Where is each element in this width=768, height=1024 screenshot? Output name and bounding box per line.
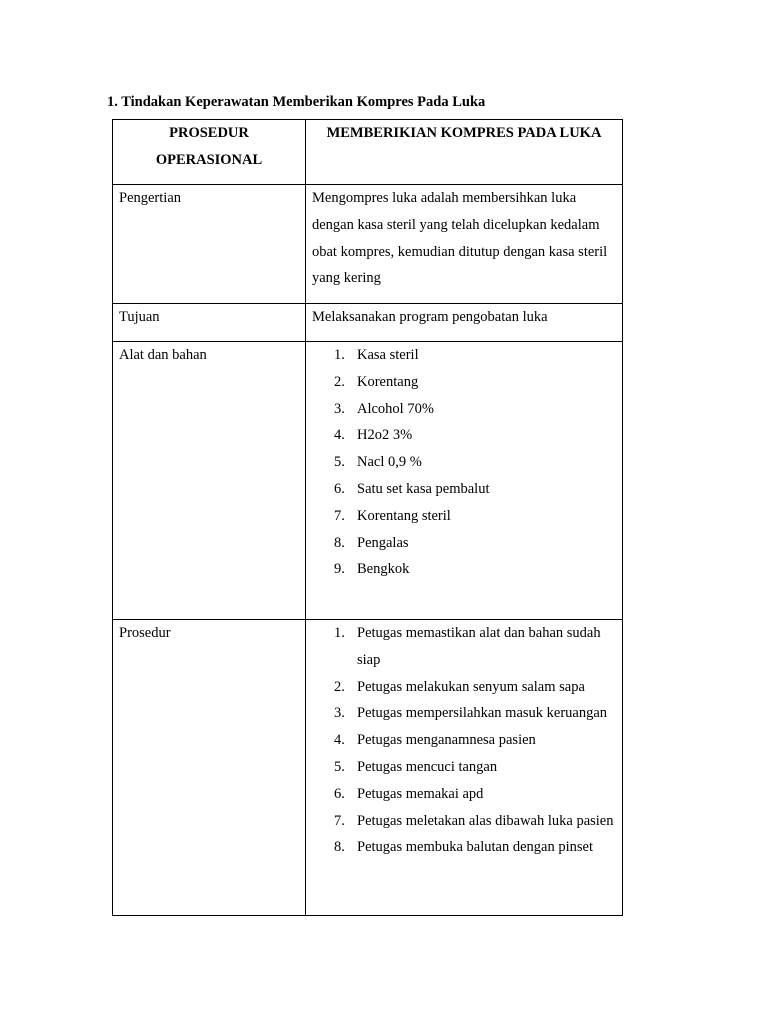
list-item [312, 700, 616, 727]
list-item [312, 396, 616, 423]
header-title: MEMBERIKIAN KOMPRES PADA LUKA [306, 120, 623, 185]
list-item-text: Nacl 0,9 % [357, 454, 422, 471]
row-text-tujuan: Melaksanakan program pengobatan luka [306, 304, 623, 342]
list-item [312, 781, 616, 808]
list-item [312, 422, 616, 449]
row-label-tujuan: Tujuan [113, 304, 306, 342]
list-item [312, 754, 616, 781]
list-item-number: 2. [334, 373, 345, 390]
row-label-alat-dan-bahan: Alat dan bahan [113, 342, 306, 620]
list-item-text: Korentang [357, 373, 419, 390]
row-text-pengertian: Mengompres luka adalah membersihkan luka dengan kasa steril yang telah dicelupkan kedalam obat kompres, kemudian ditutup dengan kasa steril yang kering [306, 185, 623, 304]
list-item-text: Petugas mencuci tangan [357, 758, 498, 775]
list-item-text: Petugas meletakan alas dibawah luka pasien [357, 812, 614, 829]
list-item-text: Petugas menganamnesa pasien [357, 732, 536, 749]
alat-list [312, 342, 616, 583]
list-item-number: 3. [334, 400, 345, 417]
list-item-text: Petugas melakukan senyum salam sapa [357, 678, 585, 695]
list-item-number: 3. [334, 705, 345, 722]
table-row-prosedur [113, 620, 623, 916]
list-item [312, 620, 616, 674]
list-item-text: Petugas memakai apd [357, 785, 484, 802]
row-list-prosedur [306, 620, 623, 916]
list-item-number: 1. [334, 625, 345, 641]
table-row-tujuan [113, 304, 623, 342]
list-item-text: Pengalas [357, 534, 409, 551]
list-item [312, 476, 616, 503]
list-item-number: 2. [334, 678, 345, 695]
list-item [312, 503, 616, 530]
list-item [312, 530, 616, 557]
row-label-pengertian: Pengertian [113, 185, 306, 304]
list-item-number: 4. [334, 732, 345, 749]
list-item-text: Korentang steril [357, 507, 451, 524]
list-item [312, 808, 616, 835]
list-item-number: 7. [334, 812, 345, 829]
list-item [312, 727, 616, 754]
row-label-prosedur: Prosedur [113, 620, 306, 916]
list-item [312, 449, 616, 476]
list-item [312, 674, 616, 701]
list-item-number: 6. [334, 480, 345, 497]
header-prosedur-operasional: PROSEDUR OPERASIONAL [113, 120, 306, 185]
list-item-number: 6. [334, 785, 345, 802]
row-list-alat-dan-bahan [306, 342, 623, 620]
list-item [312, 342, 616, 369]
list-item [312, 369, 616, 396]
list-item-text: Petugas mempersilahkan masuk keruangan [357, 705, 608, 722]
list-item-number: 5. [334, 454, 345, 471]
table-row-pengertian [113, 185, 623, 304]
prosedur-list [312, 620, 616, 861]
list-item-number: 8. [334, 839, 345, 856]
list-item-text: Petugas memastikan alat dan bahan sudah siap [357, 625, 601, 668]
list-item-number: 8. [334, 534, 345, 551]
list-item-number: 5. [334, 758, 345, 775]
list-item-text: Satu set kasa pembalut [357, 480, 490, 497]
list-item-text: Bengkok [357, 561, 410, 578]
list-item-number: 9. [334, 561, 345, 578]
list-item-text: H2o2 3% [357, 427, 413, 444]
list-item-number: 7. [334, 507, 345, 524]
table-header-row [113, 120, 623, 185]
list-item-number: 4. [334, 427, 345, 444]
list-item [312, 556, 616, 583]
list-item-text: Alcohol 70% [357, 400, 434, 417]
list-item [312, 834, 616, 861]
list-item-number: 1. [334, 347, 345, 363]
table-row-alat-dan-bahan [113, 342, 623, 620]
list-item-text: Kasa steril [357, 347, 419, 363]
sop-table [112, 119, 623, 916]
list-item-text: Petugas membuka balutan dengan pinset [357, 839, 593, 856]
document-heading: 1. Tindakan Keperawatan Memberikan Kompres Pada Luka [107, 94, 486, 110]
